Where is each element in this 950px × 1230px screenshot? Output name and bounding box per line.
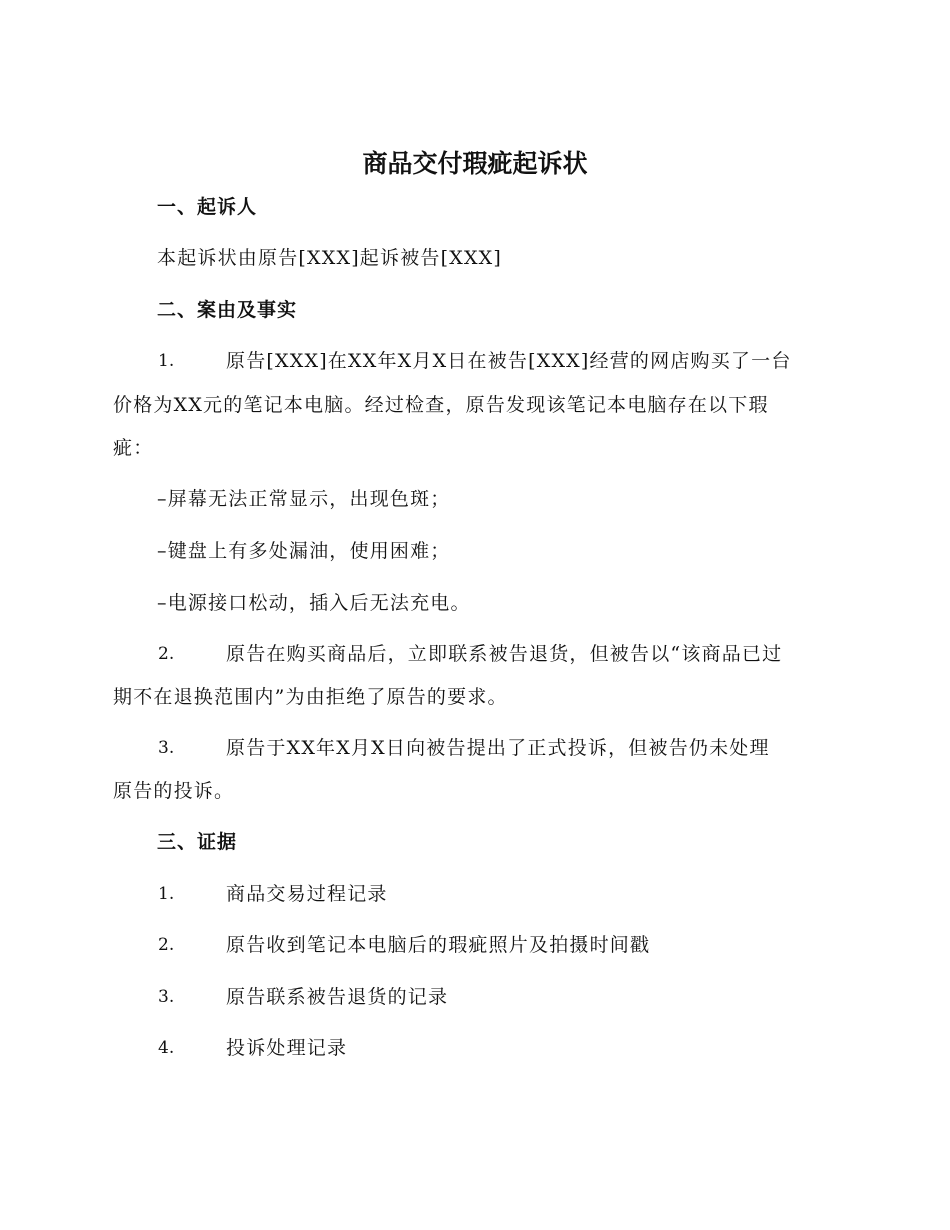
section-heading-evidence: 三、证据 [157,831,238,853]
evidence-item: 商品交易过程记录 [226,883,388,905]
list-item: –屏幕无法正常显示，出现色斑； [157,488,451,510]
list-number: 1. [158,351,175,371]
fact-1-line-2: 价格为XX元的笔记本电脑。经过检查，原告发现该笔记本电脑存在以下瑕 [113,394,769,416]
evidence-item: 投诉处理记录 [226,1037,348,1059]
list-item: –键盘上有多处漏油，使用困难； [157,540,451,562]
fact-3-line-1: 原告于XX年X月X日向被告提出了正式投诉，但被告仍未处理 [226,737,770,759]
list-number: 1. [158,884,175,904]
evidence-item: 原告收到笔记本电脑后的瑕疵照片及拍摄时间戳 [226,934,651,956]
section-heading-facts: 二、案由及事实 [157,299,298,321]
list-number: 3. [158,987,175,1007]
list-number: 3. [158,738,175,758]
paragraph-plaintiff: 本起诉状由原告[XXX]起诉被告[XXX] [157,247,503,269]
list-number: 2. [158,644,175,664]
fact-2-line-2: 期不在退换范围内”为由拒绝了原告的要求。 [113,686,508,708]
list-number: 2. [158,935,175,955]
fact-1-line-3: 疵： [113,437,154,459]
fact-1-line-1: 原告[XXX]在XX年X月X日在被告[XXX]经营的网店购买了一台 [226,350,792,372]
list-item: –电源接口松动，插入后无法充电。 [157,592,471,614]
list-number: 4. [158,1038,175,1058]
evidence-item: 原告联系被告退货的记录 [226,986,449,1008]
section-heading-plaintiff: 一、起诉人 [157,196,258,218]
page-title: 商品交付瑕疵起诉状 [362,149,588,178]
fact-2-line-1: 原告在购买商品后，立即联系被告退货，但被告以“该商品已过 [226,643,783,665]
fact-3-line-2: 原告的投诉。 [113,780,235,802]
